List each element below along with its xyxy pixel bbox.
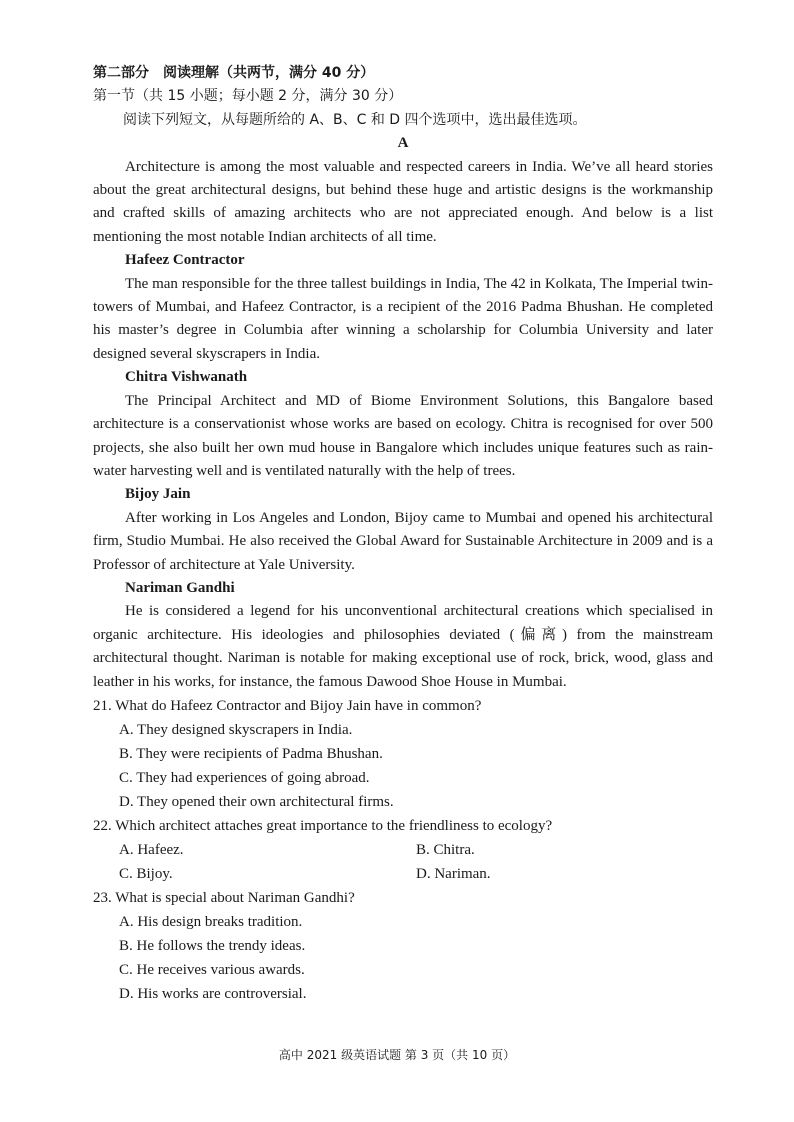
answer-option: C. Bijoy. [119,865,173,882]
passage-intro: Architecture is among the most valuable and respected careers in India. We’ve all heard stories about the great architectural designs, but behind these huge and artistic designs is the workmanship and crafted skills of amazing architects who are not appreciated enough. And below is a list mentioning the most notable Indian architects of all time. [93,158,713,245]
question-stem: 22. Which architect attaches great importance to the friendliness to ecology? [93,817,553,834]
answer-option: B. Chitra. [416,841,475,858]
architect-paragraph: The man responsible for the three tallest buildings in India, The 42 in Kolkata, The Imperial twin-towers of Mumbai, and Hafeez Contractor, is a recipient of the 2016 Padma Bhushan. He completed his master’s degree in Columbia after winning a scholarship for Columbia University and later designed several skyscrapers in India. [93,275,713,362]
architect-paragraph: After working in Los Angeles and London, Bijoy came to Mumbai and opened his architectural firm, Studio Mumbai. He also received the Global Award for Sustainable Architecture in 2009 and is a Professor of architecture at Yale University. [93,509,713,573]
page-content [93,62,713,1006]
answer-option: B. He follows the trendy ideas. [119,937,306,954]
question-stem: 21. What do Hafeez Contractor and Bijoy Jain have in common? [93,697,482,714]
architect-name: Hafeez Contractor [125,252,245,269]
question-block [93,886,713,1006]
option-row [93,862,713,886]
question-block [93,694,713,814]
answer-option: B. They were recipients of Padma Bhushan. [119,745,383,762]
answer-option: A. Hafeez. [119,841,184,858]
instruction-text: 阅读下列短文，从每题所给的 A、B、C 和 D 四个选项中，选出最佳选项。 [123,111,587,128]
question-block [93,814,713,886]
architect-paragraph: The Principal Architect and MD of Biome Environment Solutions, this Bangalore based architecture is a conservationist whose works are based on ecology. Chitra is recognised for over 500 projects, she also built her own mud house in Bangalore which includes unique features such as rain-water harvesting well and is ventilated naturally with the help of trees. [93,392,713,479]
answer-option: D. They opened their own architectural firms. [119,793,394,810]
answer-option: C. They had experiences of going abroad. [119,769,370,786]
architect-name: Chitra Vishwanath [125,369,248,386]
section-heading: 第一节（共 15 小题；每小题 2 分，满分 30 分） [93,88,403,105]
option-row [93,838,713,862]
architect-name: Bijoy Jain [125,486,191,503]
page-footer: 高中 2021 级英语试题 第 3 页（共 10 页） [278,1048,516,1062]
answer-option: D. Nariman. [416,865,491,882]
part-heading: 第二部分 阅读理解（共两节，满分 40 分） [93,65,375,81]
architect-name: Nariman Gandhi [125,579,235,596]
question-stem: 23. What is special about Nariman Gandhi? [93,889,355,906]
architect-paragraph: He is considered a legend for his unconventional architectural creations which specialised in organic architecture. His ideologies and philosophies deviated (偏离) from the mainstream architectural thought. Nariman is notable for making exceptional use of rock, brick, wood, glass and leather in his works, for instance, the famous Dawood Shoe House in Mumbai. [93,603,713,690]
passage-letter: A [397,135,409,152]
answer-option: A. They designed skyscrapers in India. [119,721,353,738]
answer-option: D. His works are controversial. [119,985,307,1002]
answer-option: C. He receives various awards. [119,961,305,978]
answer-option: A. His design breaks tradition. [119,913,303,930]
